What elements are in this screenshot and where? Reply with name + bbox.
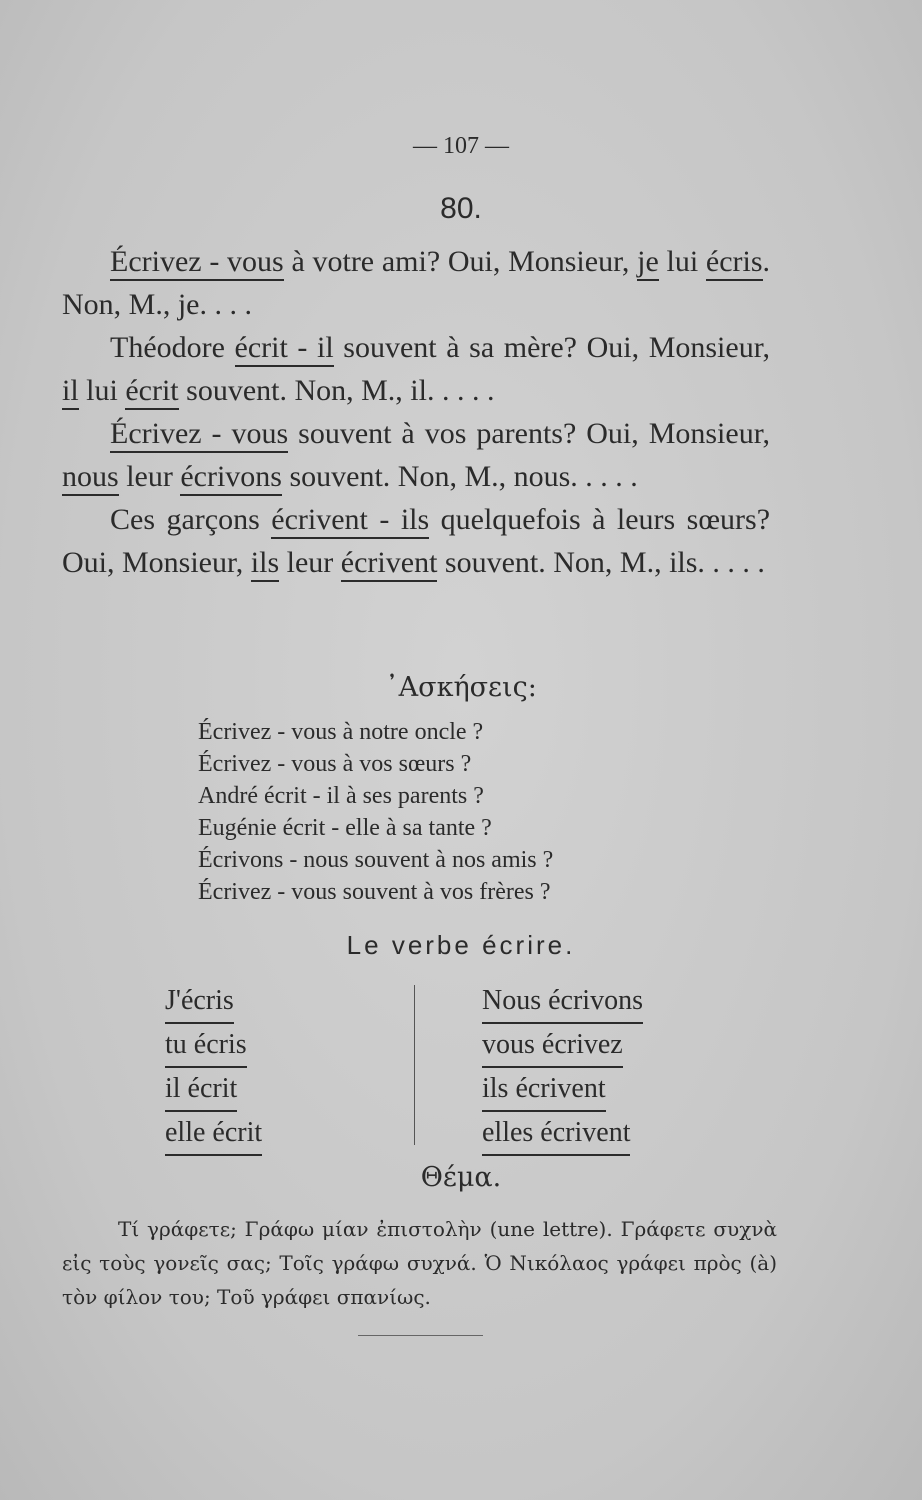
verb-title: Le verbe écrire.	[346, 930, 576, 960]
conjugation-form: tu écris	[165, 1024, 247, 1068]
underlined-pronoun: il	[62, 374, 79, 410]
text-run: souvent. Non, M., il. . . . .	[178, 374, 495, 407]
text-run: leur	[279, 546, 341, 579]
exercise-item: Écrivez - vous souvent à vos frères ?	[198, 879, 551, 905]
underlined-verb: écrit	[125, 374, 178, 410]
exercise-item: Eugénie écrit - elle à sa tante ?	[198, 815, 492, 841]
underlined-verb: écris	[706, 245, 763, 281]
text-run: Théodore	[110, 331, 235, 364]
conjugation-form: vous écrivez	[482, 1024, 623, 1068]
text-run: souvent. Non, M., nous. . . . .	[281, 460, 638, 493]
underlined-verb: écrivent	[341, 546, 438, 582]
text-run: lui	[78, 374, 126, 407]
text-run: souvent à vos parents? Oui, Monsieur,	[288, 417, 770, 450]
text-run: à votre ami? Oui, Monsieur,	[283, 245, 638, 278]
paragraph-1	[62, 240, 770, 326]
conjugation-form: il écrit	[165, 1068, 237, 1112]
underlined-pronoun: je	[637, 245, 659, 281]
exercise-item: Écrivons - nous souvent à nos amis ?	[198, 847, 554, 873]
exercise-item: Écrivez - vous à vos sœurs ?	[198, 751, 472, 777]
text-run: . Non, M., je. . . .	[62, 245, 771, 321]
underlined-phrase: Écrivez - vous	[110, 417, 288, 453]
lesson-body	[62, 240, 770, 584]
conjugation-form: J'écris	[165, 980, 234, 1024]
exercise-item: André écrit - il à ses parents ?	[198, 783, 484, 809]
exercise-list	[198, 716, 718, 908]
text-run: leur	[118, 460, 181, 493]
column-divider	[414, 985, 415, 1145]
conjugation-singular	[165, 980, 262, 1156]
text-run: souvent. Non, M., ils. . . . .	[437, 546, 765, 579]
lesson-number: 80.	[440, 192, 482, 225]
underlined-pronoun: nous	[62, 460, 119, 496]
theme-title: Θέμα.	[420, 1162, 502, 1193]
text-run: Ces garçons	[110, 503, 272, 536]
text-run: quelquefois à leurs sœurs? Oui, Monsieur,	[62, 503, 771, 579]
conjugation-form: elles écrivent	[482, 1112, 630, 1156]
exercises-title: ᾿Ασκήσεις:	[385, 672, 537, 703]
conjugation-form: Nous écrivons	[482, 980, 643, 1024]
paragraph-4	[62, 498, 770, 584]
underlined-verb: écrivons	[180, 460, 282, 496]
exercise-item: Écrivez - vous à notre oncle ?	[198, 719, 484, 745]
conjugation-form: elle écrit	[165, 1112, 262, 1156]
paragraph-3	[62, 412, 770, 498]
underlined-phrase: Écrivez - vous	[110, 245, 284, 281]
underlined-verb: écrivent - ils	[271, 503, 429, 539]
text-run: souvent à sa mère? Oui, Monsieur,	[333, 331, 770, 364]
conjugation-plural	[482, 980, 643, 1156]
underlined-pronoun: ils	[251, 546, 279, 582]
theme-text: Τί γράφετε; Γράφω μίαν ἐπιστολὴν (une lettre). Γράφετε συχνὰ εἰς τοὺς γονεῖς σας; Τοῖς γράφω συχνά. Ὁ Νικόλαος γράφει πρὸς (à) τὸν φίλον του; Τοῦ γράφει σπανίως.	[62, 1217, 777, 1309]
paragraph-2	[62, 326, 770, 412]
text-run: lui	[658, 245, 706, 278]
divider-rule	[358, 1335, 483, 1336]
page-number: — 107 —	[413, 133, 509, 159]
conjugation-form: ils écrivent	[482, 1068, 606, 1112]
underlined-verb: écrit - il	[235, 331, 334, 367]
